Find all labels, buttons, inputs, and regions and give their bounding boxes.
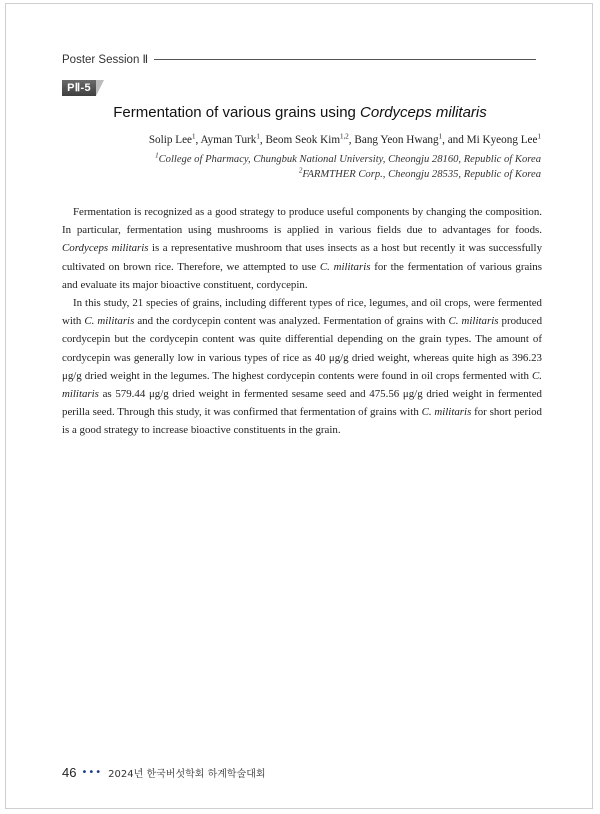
author-name: Mi Kyeong Lee bbox=[466, 134, 538, 146]
author-separator: , bbox=[259, 134, 266, 146]
author-affiliation-mark: 1 bbox=[438, 132, 443, 141]
abstract-text: In this study, 21 species of grains, including different types of rice, legumes, and oil crops, were fermented with bbox=[62, 297, 542, 328]
page-number: 46 bbox=[62, 764, 77, 780]
abstract bbox=[62, 203, 542, 440]
affiliation-1: $^1$College of Pharmacy, Chungbuk National University, Cheongju 28160, Republic of Korea bbox=[155, 151, 541, 165]
author-affiliation-mark: 1,2 bbox=[340, 132, 349, 141]
abstract-paragraph bbox=[62, 294, 542, 440]
author-name: Solip Lee bbox=[148, 134, 193, 146]
species-name: Cordyceps militaris bbox=[62, 242, 149, 255]
session-header bbox=[62, 51, 536, 67]
abstract-text: and the cordycepin content was analyzed. Fermentation of grains with bbox=[134, 315, 449, 328]
author-affiliation-mark: 1 bbox=[256, 132, 260, 141]
footer-dots: ••• bbox=[81, 766, 103, 778]
abstract-paragraph bbox=[62, 203, 542, 294]
paper-title bbox=[0, 104, 600, 121]
abstract-text: produced cordycepin but the cordycepin content was quite differential depending on the grain types. The amount of cordycepin was generally low in various types of rice as 40 μg/g dried weight, whereas quite high as 396.23 μg/g dried weight in the legumes. The highest cordycepin contents were found in oil crops fermented with bbox=[62, 315, 543, 382]
species-name: C. militaris bbox=[421, 406, 472, 419]
poster-badge-tail bbox=[96, 80, 104, 96]
author-separator: , bbox=[195, 134, 201, 146]
species-name: C. militaris bbox=[448, 315, 499, 328]
affiliation-2: $^2$FARMTHER Corp., Cheongju 28535, Republic of Korea bbox=[298, 166, 541, 180]
poster-badge: PⅡ-5 bbox=[62, 80, 96, 96]
author-name: Ayman Turk bbox=[200, 134, 257, 146]
species-name: C. militaris bbox=[84, 315, 135, 328]
abstract-text: as 579.44 μg/g dried weight in fermented sesame seed and 475.56 μg/g dried weight in fermented perilla seed. Through this study, it was confirmed that fermentation of grains with bbox=[62, 388, 542, 419]
author-affiliation-mark: 1 bbox=[537, 132, 541, 141]
conference-name: 2024년 한국버섯학회 하계학술대회 bbox=[108, 768, 266, 780]
species-name: C. militaris bbox=[319, 260, 371, 273]
species-name: C. militaris bbox=[62, 369, 542, 401]
author-list bbox=[149, 134, 541, 146]
author-name: Bang Yeon Hwang bbox=[354, 134, 439, 146]
session-label: Poster Session Ⅱ bbox=[62, 54, 149, 66]
abstract-text: for the fermentation of various grains and evaluate its major bioactive constituent, cordycepin. bbox=[62, 260, 542, 291]
author-separator: , and bbox=[442, 134, 467, 146]
session-rule bbox=[154, 59, 536, 60]
page-footer bbox=[62, 763, 266, 781]
title-text: Fermentation of various grains using bbox=[113, 104, 361, 121]
abstract-text: is a representative mushroom that uses insects as a host but recently it was successfully cultivated on brown rice. Therefore, we attempted to use bbox=[62, 242, 543, 273]
author-affiliation-mark: 1 bbox=[192, 132, 196, 141]
title-species: Cordyceps militaris bbox=[360, 104, 487, 121]
author-name: Beom Seok Kim bbox=[265, 134, 341, 146]
abstract-text: Fermentation is recognized as a good strategy to produce useful components by changing the composition. In particular, fermentation using mushrooms is applied in various fields due to advantages for foods. bbox=[62, 206, 542, 237]
author-separator: , bbox=[348, 134, 355, 146]
abstract-text: for short period is a good strategy to increase bioactive constituents in the grain. bbox=[62, 406, 542, 437]
